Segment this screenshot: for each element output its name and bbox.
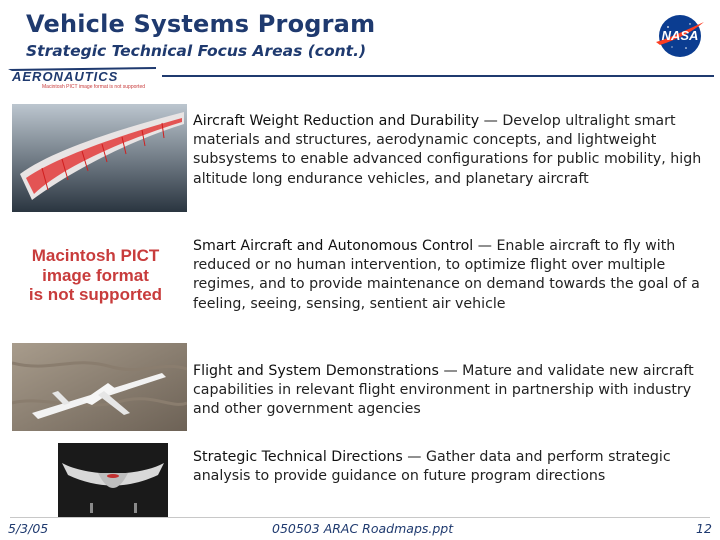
focus-area-body: — Mature and validate new aircraft capabilities in relevant flight environment in partnership with industry and other government agencies bbox=[193, 363, 694, 418]
strategic-directions-image bbox=[58, 443, 168, 518]
page-title: Vehicle Systems Program bbox=[26, 10, 376, 38]
focus-area-heading: Flight and System Demonstrations bbox=[193, 363, 439, 379]
focus-area-strategic-directions bbox=[193, 448, 708, 486]
focus-area-heading: Aircraft Weight Reduction and Durability bbox=[193, 113, 480, 129]
focus-area-body: — Enable aircraft to fly with reduced or no human intervention, to optimize flight over multiple regimes, and to provide maintenance on demand towards the goal of a feeling, seeing, sensing, sentient air vehicle bbox=[193, 238, 700, 312]
aeronautics-logo-text: AERONAUTICS bbox=[12, 69, 119, 84]
footer-date: 5/3/05 bbox=[8, 521, 49, 536]
footer-divider bbox=[10, 517, 710, 518]
focus-area-heading: Smart Aircraft and Autonomous Control bbox=[193, 238, 474, 254]
nasa-logo bbox=[652, 12, 708, 60]
footer-page-number: 12 bbox=[696, 521, 712, 536]
focus-area-body: — Develop ultralight smart materials and structures, aerodynamic concepts, and lightweight subsystems to enable advanced configurations for public mobility, high altitude long endurance vehicles, and planetary aircraft bbox=[193, 113, 702, 187]
focus-area-smart-aircraft bbox=[193, 237, 708, 314]
header-divider bbox=[162, 75, 714, 77]
focus-area-body: — Gather data and perform strategic analysis to provide guidance on future program directions bbox=[193, 449, 671, 485]
aeronautics-logo-subtext: Macintosh PICT image format is not supported bbox=[42, 84, 146, 90]
nasa-logo-text: NASA bbox=[661, 28, 699, 43]
aeronautics-logo bbox=[6, 64, 166, 94]
footer-filename: 050503 ARAC Roadmaps.ppt bbox=[272, 521, 454, 536]
pict-placeholder-text: Macintosh PICT image format is not supported bbox=[28, 246, 163, 304]
focus-area-flight-demonstrations bbox=[193, 362, 708, 420]
wing-structure-image bbox=[12, 104, 187, 212]
flight-demonstration-image bbox=[12, 343, 187, 431]
page-subtitle: Strategic Technical Focus Areas (cont.) bbox=[26, 42, 367, 60]
focus-area-weight-reduction bbox=[193, 112, 708, 189]
focus-area-heading: Strategic Technical Directions bbox=[193, 449, 403, 465]
